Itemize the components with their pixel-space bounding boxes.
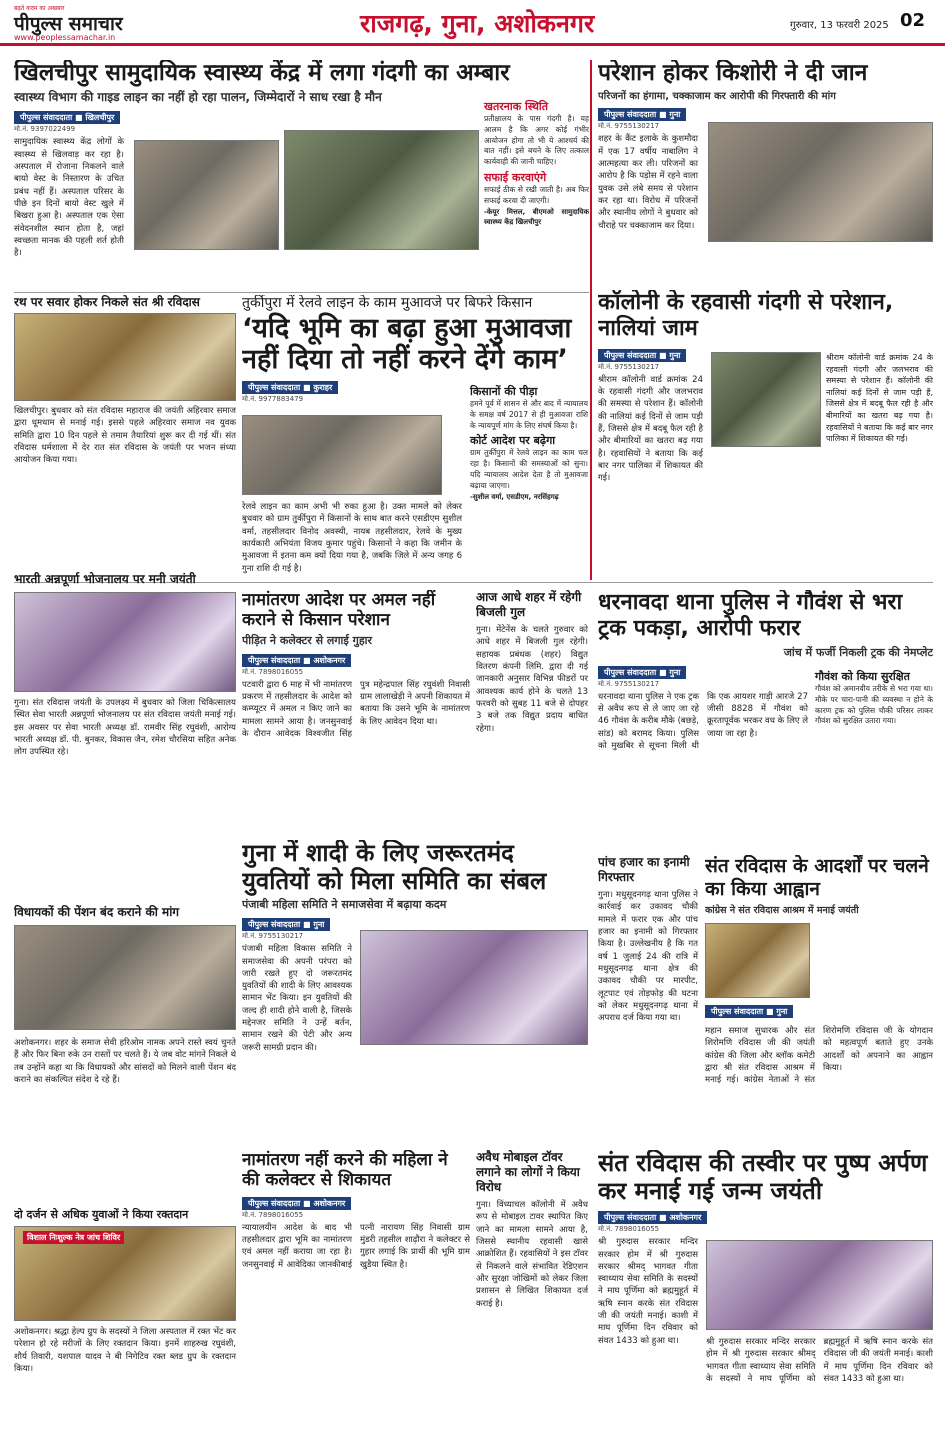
story-photo <box>14 925 236 1030</box>
box-body: गौवंश को अमानवीय तरीके से भरा गया था। मौके पर चारा-पानी की व्यवस्था न होने के कारण ट्रक को पुलिस चौकी परिसर लाकर गौवंश को सुरक्षित उतारा गया। <box>815 683 933 726</box>
box-body: प्रतीक्षालय के पास गंदगी है। यह आलम है कि अगर कोई गंभीर आयोजन होगा तो भी ये आश्चर्य की बात नहीं। इसे बचने के लिए तत्काल कार्यवाही की जानी चाहिए। <box>484 113 589 167</box>
story-body: गुना। संत रविदास जयंती के उपलक्ष्य में बुधवार को जिला चिकित्सालय स्थित सेवा भारती अन्नपूर्णा भोजनालय पर संत रविदास जयंती मनाई गई। इस अवसर पर सेवा भारती अध्यक्ष डॉ. रामवीर सिंह रघुवंशी, आरोग्य भारती अध्यक्ष डॉ. पी. बुनकर, विकास जैन, रमेश चौरसिया सहित अनेक लोग उपस्थित रहे। <box>14 698 236 758</box>
story-body: खिलचीपुर। बुधवार को संत रविदास महाराज की जयंती अहिरवार समाज द्वारा धूमधाम से मनाई गई। इससे पहले अहिरवार समाज नव युवक समिति द्वारा 10 दिन पहले से तमाम तैयारियां शुरू कर दी गई थीं। संत रविदास धर्मशाला में देर रात संत रविदास के जयंती पर भजन संध्या आयोजन किया गया। <box>14 406 236 466</box>
story-photo <box>14 592 236 692</box>
website-link[interactable]: www.peoplessamachar.in <box>14 33 116 42</box>
story-headline: नामांतरण आदेश पर अमल नहीं कराने से किसान परेशान <box>242 590 436 631</box>
story-byline: पीपुल्स संवाददाता ■ गुना <box>242 918 330 931</box>
story-headline: धरनावदा थाना पुलिस ने गौवंश से भरा ट्रक पकड़ा, आरोपी फरार <box>598 590 903 642</box>
story-body: रेलवे लाइन का काम अभी भी रुका हुआ है। उक्त मामले को लेकर बुधवार को ग्राम तुर्कीपुरा में किसानों के साथ बात करने एसडीएम सुशील वर्मा, तहसीलदार विनोद अवस्थी, नायब तहसीलदार, रेलवे के मुख्य कार्यकारी अभियंता विजय कुमार पहुंचे। किसानों ने कहा कि जमीन के मुआवजा में इतना कम क्यों दिया गया है, जबकि जिले में अन्य जगह 6 गुना राशि दी गई है। <box>242 502 462 574</box>
reporter-mobile: मो.नं. 9397022499 <box>14 125 76 134</box>
box-signature: -केयूर मित्तल, बीएमओ सामुदायिक स्वास्थ्य केंद्र खिलचीपुर <box>484 207 589 226</box>
story-ravidas-rath[interactable] <box>14 295 236 567</box>
story-photo <box>242 415 442 495</box>
story-subheadline: स्वास्थ्य विभाग की गाइड लाइन का नहीं हो रहा पालन, जिम्मेदारों ने साध रखा है मौन <box>14 90 382 105</box>
story-photo <box>14 313 236 401</box>
story-byline: पीपुल्स संवाददाता ■ गुना <box>598 349 686 362</box>
reporter-mobile: मो.नं. 9755130217 <box>242 932 304 941</box>
story-byline: पीपुल्स संवाददाता ■ गुना <box>705 1005 793 1018</box>
story-namantaran[interactable] <box>242 590 470 835</box>
story-headline: संत रविदास की तस्वीर पर पुष्प अर्पण कर मनाई गई जन्म जयंती <box>598 1150 928 1205</box>
box-title: खतरनाक स्थिति <box>484 100 549 113</box>
issue-date: गुरुवार, 13 फरवरी 2025 <box>790 20 889 31</box>
story-subheadline: कांग्रेस ने संत रविदास आश्रम में मनाई जयंती <box>705 904 859 916</box>
story-ravidas-congress[interactable] <box>705 855 933 1145</box>
story-byline: पीपुल्स संवाददाता ■ गुना <box>598 666 686 679</box>
story-byline: पीपुल्स संवाददाता ■ अशोकनगर <box>242 1197 351 1210</box>
logo-tagline: बढ़ते कदम का अखबार <box>14 5 65 12</box>
story-headline: खिलचीपुर सामुदायिक स्वास्थ्य केंद्र में लगा गंदगी का अम्बार <box>14 60 510 86</box>
story-headline: गुना में शादी के लिए जरूरतमंद युवतियों को मिला समिति का संबल <box>242 840 547 895</box>
story-headline: दो दर्जन से अधिक युवाओं ने किया रक्तदान <box>14 1208 189 1221</box>
story-kisan[interactable] <box>242 295 588 575</box>
story-body: शहर के कैंट इलाके के कुशमौदा में एक 17 वर्षीय नाबालिग ने आत्महत्या कर ली। परिजनों का आरोप है कि पड़ोस में रहने वाला युवक उसे लंबे समय से परेशान कर रहा था। विरोध में परिजनों और स्थानीय लोगों ने बुधवार को चौराहे पर चक्काजाम कर दिया। <box>598 134 698 231</box>
story-headline: ‘यदि भूमि का बढ़ा हुआ मुआवजा नहीं दिया तो नहीं करने देंगे काम’ <box>242 312 572 375</box>
story-body: महान समाज सुधारक और संत शिरोमणि रविदास जी की जयंती कांग्रेस की जिला और ब्लॉक कमेटी द्वारा श्री संत रविदास आश्रम में मनाई गई। कांग्रेस नेताओं ने संत शिरोमणि रविदास जी के योगदान को महत्वपूर्ण बताते हुए उनके आदर्शों को अपनाने का आह्वान किया। <box>705 1026 933 1086</box>
sidebar-box <box>484 100 589 227</box>
story-body: श्रीराम कॉलोनी वार्ड क्रमांक 24 के रहवासी गंदगी और जलभराव की समस्या से परेशान हैं। कॉलोनी की नालियां कई दिनों से जाम पड़ी हैं, जिससे क्षेत्र में बदबू फैल रही है और बीमारियों का खतरा बढ़ गया है। रहवासियों ने बताया कि कई बार नगर पालिका में शिकायत की गई। <box>826 353 933 444</box>
story-subheadline: जांच में फर्जी निकली ट्रक की नेमप्लेट <box>783 645 933 659</box>
story-photo <box>134 140 279 250</box>
story-headline: आज आधे शहर में रहेगी बिजली गुल <box>476 590 582 619</box>
masthead <box>0 0 945 46</box>
sidebar-box <box>470 385 588 502</box>
box-title: सफाई करवाएंगे <box>484 171 547 185</box>
reporter-mobile: मो.नं. 9977883479 <box>242 394 304 403</box>
story-photo <box>14 1226 236 1321</box>
newspaper-logo[interactable] <box>14 4 184 35</box>
story-raktdan[interactable] <box>14 1208 236 1438</box>
story-body: पटवारी द्वारा 6 माह में भी नामांतरण प्रकरण में तहसीलदार के आदेश को कम्प्यूटर में अमल न किए जाने का मामला सामने आया है। जनसुनवाई के दौरान आवेदक विश्वजीत सिंह पुत्र महेन्द्रपाल सिंह रघुवंशी निवासी ग्राम लालाखेड़ी ने अपनी शिकायत में बताया कि उसने भूमि के नामांतरण के लिए आवेदन दिया था। <box>242 679 470 740</box>
story-headline: विधायकों की पेंशन बंद कराने की मांग <box>14 905 180 919</box>
story-byline: पीपुल्स संवाददाता ■ कुराहर <box>242 381 338 394</box>
section-title: राजगढ़, गुना, अशोकनगर <box>360 9 595 38</box>
story-photo <box>360 930 588 1045</box>
story-inami[interactable] <box>598 855 698 1145</box>
story-body: गुना। विंध्याचल कॉलोनी में अवैध रूप से मोबाइल टावर स्थापित किए जाने का मामला सामने आया है, जिससे स्थानीय रहवासी खासे आक्रोशित हैं। रहवासियों ने इस टॉवर से निकलने वाले संभावित रेडिएशन और सुरक्षा जोखिमों को लेकर जिला प्रशासन से लिखित शिकायत दर्ज कराई है। <box>476 1200 588 1309</box>
story-photo <box>705 923 810 998</box>
story-kicker: तुर्कीपुरा में रेलवे लाइन के काम मुआवजे पर बिफरे किसान <box>242 295 533 311</box>
story-namantaran-2[interactable] <box>242 1150 470 1440</box>
story-headline: कॉलोनी के रहवासी गंदगी से परेशान, नालियां जाम <box>598 290 894 342</box>
logo-name: पीपुल्स समाचार <box>14 13 123 35</box>
story-headline: पांच हजार का इनामी गिरफ्तार <box>598 855 690 884</box>
story-headline: अवैध मोबाइल टॉवर लगाने का लोगों ने किया विरोध <box>476 1150 580 1194</box>
story-headline: रथ पर सवार होकर निकले संत श्री रविदास <box>14 295 200 309</box>
box-title: गौवंश को किया सुरक्षित <box>815 670 910 683</box>
reporter-mobile: मो.नं. 9755130217 <box>598 362 660 371</box>
box-title: कोर्ट आदेश पर बढ़ेगा <box>470 434 556 448</box>
story-photo <box>284 130 479 250</box>
story-byline: पीपुल्स संवाददाता ■ खिलचीपुर <box>14 111 120 124</box>
sidebar-box <box>815 670 933 727</box>
story-khilchipur[interactable] <box>14 60 589 290</box>
story-tower[interactable] <box>476 1150 588 1440</box>
story-byline: पीपुल्स संवाददाता ■ गुना <box>598 108 686 121</box>
story-headline: परेशान होकर किशोरी ने दी जान <box>598 60 868 86</box>
column-divider <box>590 60 592 580</box>
reporter-mobile: मो.नं. 9755130217 <box>598 679 660 688</box>
story-bijli[interactable] <box>476 590 588 835</box>
story-body: गुना। मेंटेनेंस के चलते गुरुवार को आधे शहर में बिजली गुल रहेगी। सहायक प्रबंधक (शहर) विद्युत वितरण कंपनी लिमि. द्वारा दी गई जानकारी अनुसार विभिन्न फीडरों पर आवश्यक कार्य होने के चलते 13 फरवरी को सुबह 11 बजे से दोपहर 3 बजे तक विद्युत प्रदाय बाधित रहेगा। <box>476 625 588 734</box>
story-body: अशोकनगर। शहर के समाज सेवी हरिओम नामक अपने रास्ते स्वयं चुनते हैं और फिर बिना रुके उन रास्तों पर चलते हैं। ये जब वोट मांगने निकले थे तब उन्होंने कहा था कि विधायकों और सांसदों को मिलने वाली पेंशन बंद कराने का संकल्पित संदेश दे रहे हैं। <box>14 1038 236 1085</box>
story-body: गुना। मधुसूदनगढ़ थाना पुलिस ने कार्रवाई कर उकावद चौकी मामले में फरार एक और पांच हजार का इनामी को गिरफ्तार किया है। उल्लेखनीय है कि गत वर्ष 1 जुलाई 24 की रात्रि में मधुसूदनगढ़ थाना क्षेत्र की उकावद चौकी पर मारपीट, लूटपाट एवं तोड़फोड़ की घटना को लेकर मधुसूदनगढ़ थाना में अपराध दर्ज किया गया था। <box>598 890 698 1024</box>
story-body: धरनावदा थाना पुलिस ने एक ट्रक से अवैध रूप से ले जाए जा रहे 46 गौवंश के करीब मौके (बछड़े, सांड) को बरामद किया। पुलिस को मुखबिर से सूचना मिली थी कि एक आयशर गाड़ी आरजे 27 जीसी 8828 में गौवंश को क्रूरतापूर्वक भरकर वध के लिए ले जाया जा रहा है। <box>598 691 809 752</box>
story-photo <box>708 122 933 242</box>
story-gauvansh[interactable] <box>598 590 933 845</box>
story-subheadline: परिजनों का हंगामा, चक्काजाम कर आरोपी की गिरफ्तारी की मांग <box>598 91 836 103</box>
reporter-mobile: मो.नं. 7898016055 <box>598 1225 660 1234</box>
reporter-mobile: मो.नं. 7898016055 <box>242 1210 304 1219</box>
box-title: किसानों की पीड़ा <box>470 385 538 398</box>
story-body: श्री गुरुदास सरकार मन्दिर सरकार होम में श्री गुरुदास सरकार श्रीमद् भागवत गीता स्वाध्याय सेवा समिति के सदस्यों ने माघ पूर्णिमा को ब्रह्ममुहूर्त में ऋषि स्नान करके संत रविदास जी की जयंती मनाई। काशी में माघ पूर्णिमा दिन रविवार को संवत 1433 को हुआ था। <box>598 1237 698 1346</box>
story-headline: नामांतरण नहीं करने की महिला ने की कलेक्टर से शिकायत <box>242 1150 448 1191</box>
story-byline: पीपुल्स संवाददाता ■ अशोकनगर <box>242 654 351 667</box>
story-pushp[interactable] <box>598 1150 933 1440</box>
story-headline: संत रविदास के आदर्शों पर चलने का किया आह्वान <box>705 855 929 900</box>
camp-banner: विशाल निःशुल्क नेत्र जांच शिविर <box>23 1231 124 1244</box>
story-byline: पीपुल्स संवाददाता ■ अशोकनगर <box>598 1211 707 1224</box>
story-body: पंजाबी महिला विकास समिति ने समाजसेवा की अपनी परंपरा को जारी रखते हुए दो जरूरतमंद युवतियों की शादी के लिए आवश्यक सामान भेंट किया। इन युवतियों की जल्द ही शादी होने वाली है, जिसके मद्देनजर समिति ने उन्हें बर्तन, सामान रखने की पेटी और अन्य जरूरी सामग्री प्रदान की। <box>242 944 352 1053</box>
box-signature: -सुशील वर्मा, एसडीएम, नरसिंहगढ़ <box>470 492 559 501</box>
story-photo <box>706 1240 933 1330</box>
story-shadi[interactable] <box>242 840 588 1145</box>
story-body: सामुदायिक स्वास्थ्य केंद्र लोगों के स्वास्थ्य से खिलवाड़ कर रहा है। अस्पताल में रोजाना निकलने वाले बायो वेस्ट के निस्तारण के उचित प्रबंध नहीं हैं। अस्पताल परिसर के पीछे इन दिनों बायो वेस्ट खुले में बिखरा हुआ है। अस्पताल एक ऐसा संवेदनशील स्थान होता है, जहां स्वच्छता मानक की पहली शर्त होती है। <box>14 137 124 259</box>
box-body: ग्राम तुर्कीपुरा में रेलवे लाइन का काम चल रहा है। किसानों की समस्याओं को सुना। यदि न्यायालय आदेश देता है तो मुआवजा बढ़ाया जाएगा। <box>470 448 588 490</box>
story-subheadline: पंजाबी महिला समिति ने समाजसेवा में बढ़ाया कदम <box>242 898 447 912</box>
story-pension[interactable] <box>14 905 236 1205</box>
story-body: न्यायालयीन आदेश के बाद भी तहसीलदार द्वारा भूमि का नामांतरण एवं अमल नहीं कराया जा रहा है। जनसुनवाई में आवेदिका जानकीबाई पत्नी नारायण सिंह निवासी ग्राम मुंडरी तहसील शाढ़ौरा ने कलेक्टर से गुहार लगाई कि प्रार्थी की भूमि ग्राम खुडैया स्थित है। <box>242 1222 470 1270</box>
box-body: हमने पूर्व में शासन से और बाद में न्यायालय के समक्ष वर्ष 2017 से ही मुआवजा राशि के न्यायपूर्ण मांग के लिए संघर्ष किया है। <box>470 398 588 430</box>
story-headline: भारती अन्नपूर्णा भोजनालय पर मनी जयंती <box>14 572 196 586</box>
story-colony[interactable] <box>598 290 933 580</box>
story-body: अशोकनगर। श्रद्धा हेल्प ग्रुप के सदस्यों ने जिला अस्पताल में रक्त भेंट कर परेशान हो रहे मरीजों के लिए रक्तदान किया। इनमें शाहरुख रघुवंशी, शौर्य तिवारी, यशपाल यादव ने बी निगेटिव रक्त ब्लड ग्रुप के रक्तदान किया। <box>14 1327 236 1374</box>
story-kishori[interactable] <box>598 60 933 285</box>
reporter-mobile: मो.नं. 7898016055 <box>242 667 304 676</box>
box-body: सफाई ठीक से रखी जाती है। अब फिर सफाई करवा दी जाएगी। <box>484 184 589 205</box>
story-body: श्री गुरुदास सरकार मन्दिर सरकार होम में श्री गुरुदास सरकार श्रीमद् भागवत गीता स्वाध्याय सेवा समिति के सदस्यों ने माघ पूर्णिमा को ब्रह्ममुहूर्त में ऋषि स्नान करके संत रविदास जी की जयंती मनाई। काशी में माघ पूर्णिमा दिन रविवार को संवत 1433 को हुआ था। <box>706 1337 933 1384</box>
reporter-mobile: मो.नं. 9755130217 <box>598 122 660 131</box>
page-number: 02 <box>900 10 926 31</box>
story-annapurna[interactable] <box>14 572 236 902</box>
section-rule <box>14 292 589 293</box>
story-photo <box>711 352 821 447</box>
story-body: श्रीराम कॉलोनी वार्ड क्रमांक 24 के रहवासी गंदगी और जलभराव की समस्या से परेशान हैं। कॉलोनी की नालियां कई दिनों से जाम पड़ी हैं, जिससे क्षेत्र में बदबू फैल रही है और बीमारियों का खतरा बढ़ गया है। रहवासियों ने बताया कि कई बार नगर पालिका में शिकायत की गई। <box>598 374 703 484</box>
story-subheadline: पीड़ित ने कलेक्टर से लगाई गुहार <box>242 633 373 647</box>
